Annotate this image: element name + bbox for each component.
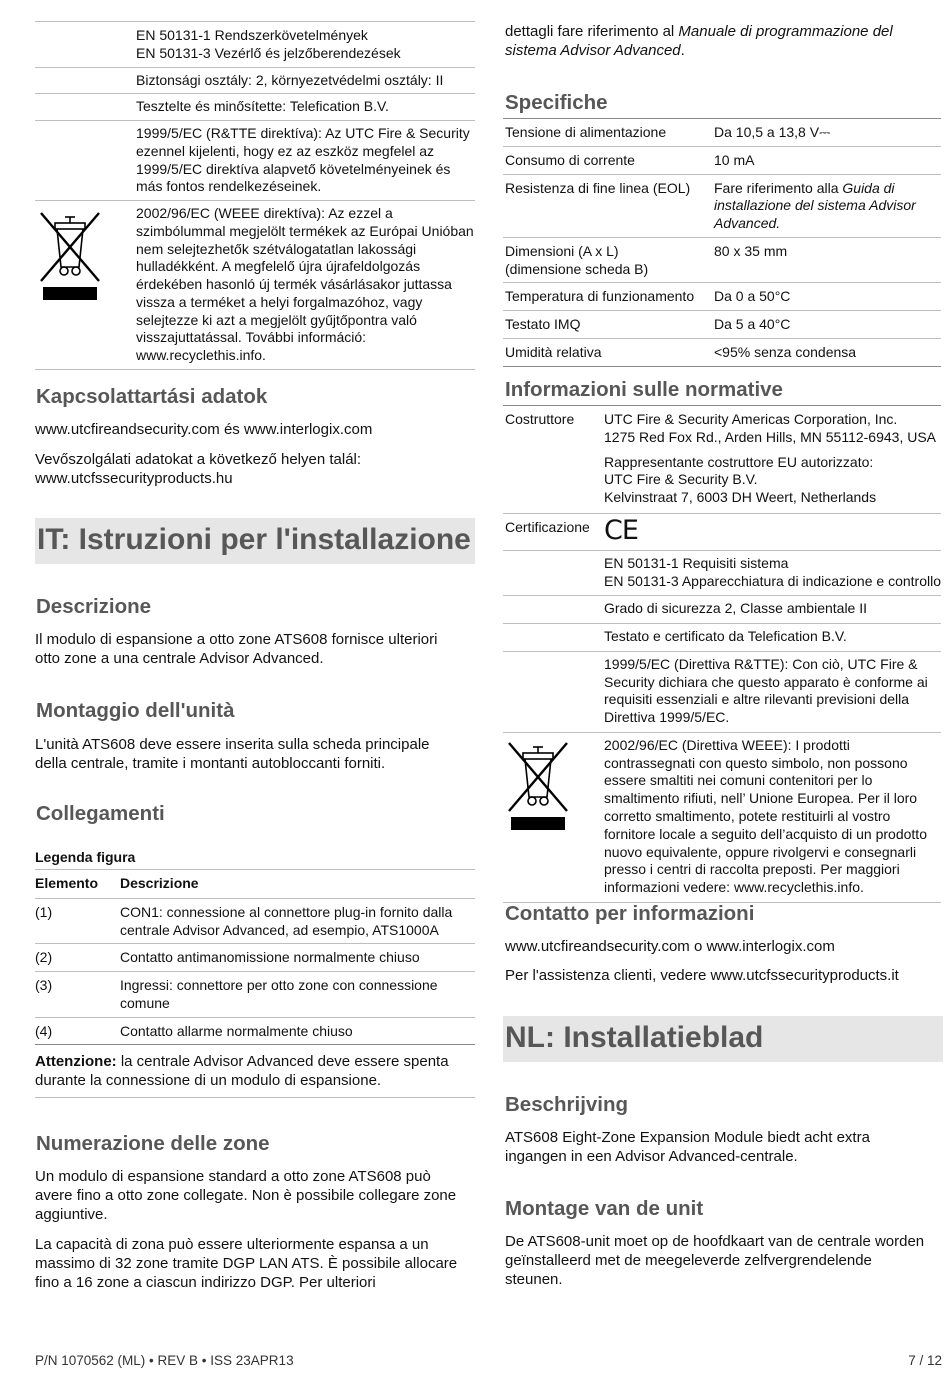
manufacturer-label: Costruttore xyxy=(505,411,575,427)
spec-label: Temperatura di funzionamento xyxy=(505,288,695,305)
cont-text-plain: dettagli fare riferimento al xyxy=(505,23,679,40)
caution-note xyxy=(35,1052,475,1098)
spec-row-voltage xyxy=(503,119,941,147)
spec-value: Da 10,5 a 13,8 V⎓ xyxy=(714,124,831,140)
legend-description: Contatto antimanomissione normalmente chiuso xyxy=(120,949,420,966)
it-description-text: Il modulo di espansione a otto zone ATS608 fornisce ulteriori otto zone a una centrale Advisor Advanced. xyxy=(35,631,438,668)
legend-header-description: Descrizione xyxy=(120,875,199,891)
hu-weee-row xyxy=(35,201,475,370)
cont-text-end: . xyxy=(680,42,685,60)
it-contact-support: Per l'assistenza clienti, vedere www.utcfssecurityproducts.it xyxy=(505,967,899,984)
cert-standard-2: EN 50131-3 Apparecchiatura di indicazione e controllo xyxy=(604,572,941,589)
eu-rep-name: UTC Fire & Security B.V. xyxy=(604,471,758,488)
spec-label: Dimensioni (A x L) (dimensione scheda B) xyxy=(505,242,649,277)
hu-rtte-text: 1999/5/EC (R&TTE direktíva): Az UTC Fire & Security ezennel kijelenti, hogy ez az eszköz megfelel az 1999/5/EC direktíva alapvető követelményeinek és más fontos rendelkezéseinek. xyxy=(136,125,470,195)
hu-standards-row xyxy=(35,22,475,68)
nl-description-text: ATS608 Eight-Zone Expansion Module biedt acht extra ingangen in een Advisor Advanced-centrale. xyxy=(505,1129,870,1166)
eu-rep-address: Kelvinstraat 7, 6003 DH Weert, Netherlands xyxy=(604,489,877,506)
hu-contact-websites: www.utcfireandsecurity.com és www.interlogix.com xyxy=(35,421,373,438)
reg-row-certification xyxy=(503,514,941,551)
nl-mounting-heading: Montage van de unit xyxy=(505,1197,704,1220)
reg-row-cert-weee xyxy=(503,733,941,903)
legend-title: Legenda figura xyxy=(35,849,136,865)
it-zone-numbering-text-1: Un modulo di espansione standard a otto zone ATS608 può avere fino a otto zone collegate. Non è possibile collegare zone aggiuntive. xyxy=(35,1168,457,1224)
legend-row-4 xyxy=(35,1018,475,1046)
hu-weee-text: 2002/96/EC (WEEE direktíva): Az ezzel a szimbólummal megjelölt termékek az Európai Unióban nem selejtezhetők szétválogatatlan lakossági hulladékként. A megfelelő újra újrafeldolgozás érdekében hasonló új termék vásárlásakor juttassa vissza a terméket a helyi forgalmazóhoz, vagy selejtezze ki azt a megjelölt gyűjtőpontra való visszajuttatással. További információ: www.recyclethis.info. xyxy=(136,205,474,364)
hu-tested-by: Tesztelte és minősítette: Telefication B.V. xyxy=(136,98,389,115)
it-zone-numbering-continued xyxy=(505,22,925,60)
weee-bar xyxy=(511,817,565,830)
hu-regulatory-table xyxy=(35,21,475,370)
legend-header-element: Elemento xyxy=(35,875,99,891)
nl-description-heading: Beschrijving xyxy=(505,1093,629,1116)
part-number: P/N 1070562 (ML) • REV B • ISS 23APR13 xyxy=(35,1353,294,1368)
spec-row-eol xyxy=(503,175,941,238)
it-mounting-heading: Montaggio dell'unità xyxy=(36,699,235,722)
legend-table xyxy=(35,869,475,1045)
eu-rep-label: Rappresentante costruttore EU autorizzato: xyxy=(604,453,874,470)
spec-value: Da 0 a 50°C xyxy=(714,288,791,305)
manufacturer-address: 1275 Red Fox Rd., Arden Hills, MN 55112-6943, USA xyxy=(604,428,937,445)
spec-label: Umidità relativa xyxy=(505,343,602,360)
spec-row-imq xyxy=(503,311,941,339)
manufacturer-name: UTC Fire & Security Americas Corporation, Inc. xyxy=(604,411,898,427)
spec-row-operating-temp xyxy=(503,283,941,311)
weee-bin-icon xyxy=(35,209,105,301)
spec-value-eol: Fare riferimento alla Guida di installazione del sistema Advisor Advanced. xyxy=(714,179,916,232)
cert-weee: 2002/96/EC (Direttiva WEEE): I prodotti contrassegnati con questo simbolo, non possono essere smaltiti nei comuni contenitori per lo smaltimento rifiuti, nell’ Unione Europea. Per il loro corretto smaltimento, potete restituirli al vostro fornitore locale a seguito dell’acquisto di un prodotto nuovo equivalente, oppure rivolgervi e consegnarli presso i centri di raccolta preposti. Per maggiori informazioni vedere: www.recyclethis.info. xyxy=(604,736,927,896)
spec-row-current xyxy=(503,147,941,175)
specifications-table xyxy=(503,118,941,367)
hu-security-class-row xyxy=(35,68,475,95)
reg-row-cert-standards xyxy=(503,551,941,597)
it-contact-heading: Contatto per informazioni xyxy=(505,902,755,925)
weee-bin-icon xyxy=(503,739,573,831)
hu-rtte-row xyxy=(35,121,475,201)
cert-tested: Testato e certificato da Telefication B.V. xyxy=(604,628,847,645)
nl-section-banner: NL: Installatieblad xyxy=(503,1016,943,1062)
legend-element: (2) xyxy=(35,949,53,966)
legend-row-2 xyxy=(35,944,475,972)
spec-label: Testato IMQ xyxy=(505,316,581,333)
spec-value: Da 5 a 40°C xyxy=(714,316,791,333)
hu-security-class: Biztonsági osztály: 2, környezetvédelmi osztály: II xyxy=(136,71,444,88)
legend-header-row xyxy=(35,870,475,899)
spec-label: Tensione di alimentazione xyxy=(505,124,667,140)
reg-row-cert-grade xyxy=(503,596,941,624)
legend-element: (4) xyxy=(35,1022,53,1039)
it-specifications-heading: Specifiche xyxy=(505,91,608,114)
spec-value: 80 x 35 mm xyxy=(714,242,788,259)
it-regulatory-heading: Informazioni sulle normative xyxy=(505,378,783,401)
cert-grade: Grado di sicurezza 2, Classe ambientale II xyxy=(604,600,868,617)
certification-label: Certificazione xyxy=(505,518,590,535)
hu-standard-1: EN 50131-1 Rendszerkövetelmények xyxy=(136,27,368,43)
it-contact-websites: www.utcfireandsecurity.com o www.interlogix.com xyxy=(505,938,835,955)
hu-standard-2: EN 50131-3 Vezérlő és jelzőberendezések xyxy=(136,44,401,61)
legend-element: (3) xyxy=(35,977,53,994)
cert-rtte: 1999/5/EC (Direttiva R&TTE): Con ciò, UTC Fire & Security dichiara che questo apparato è conforme ai requisiti essenziali e altre rilevanti previsioni della Direttiva 1999/5/EC. xyxy=(604,655,928,726)
it-description-heading: Descrizione xyxy=(36,595,152,618)
caution-text: la centrale Advisor Advanced deve essere spenta durante la connessione di un modulo di espansione. xyxy=(35,1053,449,1090)
hu-contact-support: Vevőszolgálati adatokat a következő helyen talál: www.utcfssecurityproducts.hu xyxy=(35,451,362,488)
hu-contact-heading: Kapcsolattartási adatok xyxy=(36,385,268,408)
legend-element: (1) xyxy=(35,903,53,920)
reg-row-cert-tested xyxy=(503,624,941,652)
regulatory-table xyxy=(503,405,941,903)
reg-row-manufacturer xyxy=(503,406,941,514)
cont-text-manual: Manuale di programmazione del sistema Advisor Advanced xyxy=(505,23,893,60)
it-section-banner: IT: Istruzioni per l'installazione xyxy=(35,518,475,564)
it-zone-numbering-heading: Numerazione delle zone xyxy=(36,1132,270,1155)
legend-row-1 xyxy=(35,899,475,945)
reg-row-cert-rtte xyxy=(503,652,941,733)
spec-row-humidity xyxy=(503,339,941,367)
legend-row-3 xyxy=(35,972,475,1018)
it-connections-heading: Collegamenti xyxy=(36,802,165,825)
cert-standard-1: EN 50131-1 Requisiti sistema xyxy=(604,554,789,571)
weee-bar xyxy=(43,287,97,300)
hu-tested-row xyxy=(35,94,475,121)
legend-description: CON1: connessione al connettore plug-in fornito dalla centrale Advisor Advanced, ad esempio, ATS1000A xyxy=(120,903,453,938)
nl-mounting-text: De ATS608-unit moet op de hoofdkaart van de centrale worden geïnstalleerd met de meegeleverde zelfvergrendelende steunen. xyxy=(505,1233,925,1289)
spec-label: Consumo di corrente xyxy=(505,151,635,168)
page-footer xyxy=(35,1352,942,1369)
spec-value: 10 mA xyxy=(714,151,755,168)
legend-description: Contatto allarme normalmente chiuso xyxy=(120,1022,353,1039)
legend-description: Ingressi: connettore per otto zone con connessione comune xyxy=(120,977,438,1011)
it-mounting-text: L'unità ATS608 deve essere inserita sulla scheda principale della centrale, tramite i montanti autobloccanti forniti. xyxy=(35,736,430,773)
caution-label: Attenzione: xyxy=(35,1053,117,1070)
spec-row-dimensions xyxy=(503,238,941,284)
spec-value: <95% senza condensa xyxy=(714,343,857,360)
ce-mark-icon: CE xyxy=(604,514,638,546)
it-zone-numbering-text-2: La capacità di zona può essere ulteriormente espansa a un massimo di 32 zone tramite DGP LAN ATS. È possibile allocare fino a 16 zone a ciascun indirizzo DGP. Per ulteriori xyxy=(35,1236,458,1292)
spec-label: Resistenza di fine linea (EOL) xyxy=(505,179,691,196)
page-number: 7 / 12 xyxy=(908,1353,942,1368)
